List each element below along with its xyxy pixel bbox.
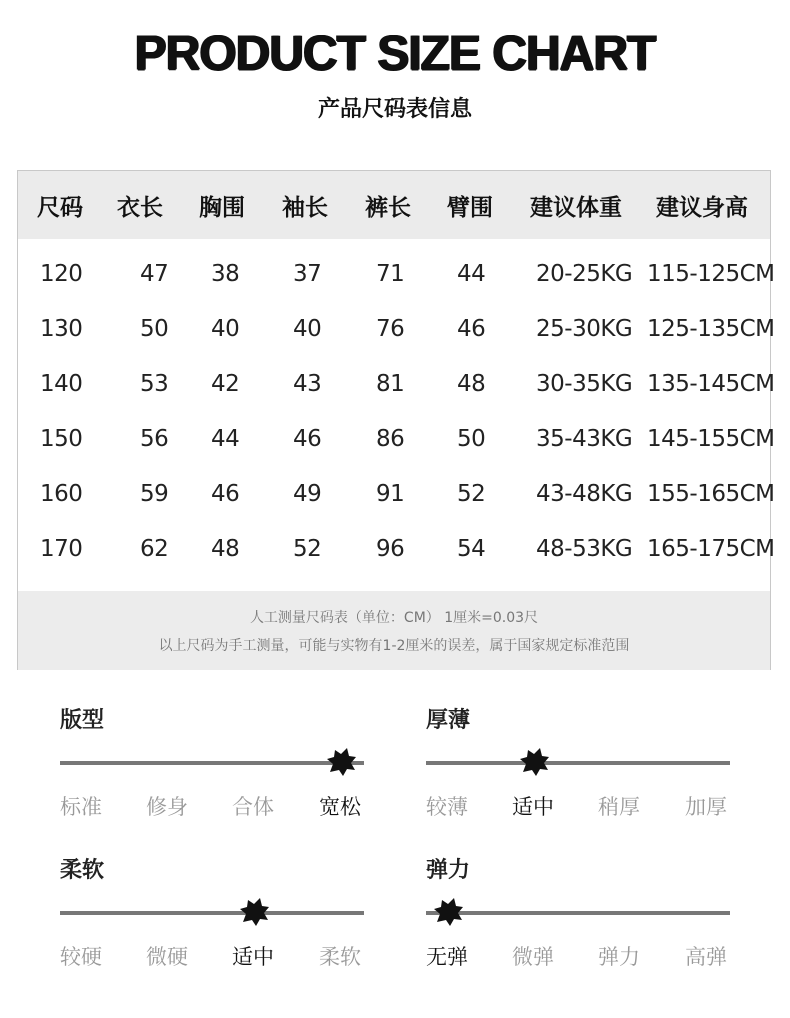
selection-marker-icon bbox=[518, 745, 552, 779]
table-row bbox=[18, 416, 775, 471]
cell-height: 165-175CM bbox=[647, 536, 775, 562]
cell-length: 62 bbox=[140, 536, 169, 562]
page-subtitle: 产品尺码表信息 bbox=[317, 97, 472, 122]
col-header: 袖长 bbox=[282, 195, 328, 221]
attr-option: 较薄 bbox=[426, 795, 468, 819]
attr-elasticity bbox=[426, 853, 736, 983]
attr-title: 厚薄 bbox=[426, 708, 471, 733]
attr-option: 微弹 bbox=[512, 945, 554, 969]
table-row bbox=[18, 526, 775, 581]
cell-arm: 48 bbox=[457, 371, 486, 397]
attr-title: 版型 bbox=[60, 708, 105, 733]
cell-pants: 71 bbox=[376, 261, 405, 287]
cell-size: 170 bbox=[40, 536, 83, 562]
attr-option: 较硬 bbox=[60, 945, 102, 969]
cell-pants: 86 bbox=[376, 426, 405, 452]
cell-weight: 30-35KG bbox=[536, 371, 633, 397]
cell-pants: 96 bbox=[376, 536, 405, 562]
cell-chest: 46 bbox=[211, 481, 240, 507]
cell-arm: 50 bbox=[457, 426, 486, 452]
cell-length: 59 bbox=[140, 481, 169, 507]
cell-chest: 40 bbox=[211, 316, 240, 342]
selection-marker-icon bbox=[325, 745, 359, 779]
attr-option: 加厚 bbox=[685, 795, 727, 819]
attr-option: 无弹 bbox=[426, 945, 468, 969]
cell-sleeve: 40 bbox=[293, 316, 322, 342]
table-row bbox=[18, 471, 775, 526]
col-header: 建议体重 bbox=[530, 195, 622, 221]
cell-chest: 42 bbox=[211, 371, 240, 397]
attr-option: 适中 bbox=[512, 795, 554, 819]
cell-height: 145-155CM bbox=[647, 426, 775, 452]
table-footer bbox=[18, 591, 770, 670]
cell-weight: 48-53KG bbox=[536, 536, 633, 562]
attr-thickness bbox=[426, 703, 736, 833]
cell-pants: 76 bbox=[376, 316, 405, 342]
selection-marker-icon bbox=[432, 895, 466, 929]
attr-option: 高弹 bbox=[685, 945, 727, 969]
cell-arm: 54 bbox=[457, 536, 486, 562]
cell-chest: 48 bbox=[211, 536, 240, 562]
cell-size: 120 bbox=[40, 261, 83, 287]
scale-track bbox=[426, 761, 730, 765]
attr-option: 标准 bbox=[60, 795, 102, 819]
attr-option: 弹力 bbox=[598, 945, 640, 969]
attr-option: 柔软 bbox=[319, 945, 361, 969]
attr-option: 修身 bbox=[146, 795, 188, 819]
table-header bbox=[18, 171, 770, 239]
attr-option: 合体 bbox=[232, 795, 274, 819]
attr-option: 微硬 bbox=[146, 945, 188, 969]
cell-size: 140 bbox=[40, 371, 83, 397]
cell-height: 155-165CM bbox=[647, 481, 775, 507]
col-header: 衣长 bbox=[117, 195, 163, 221]
attr-title: 弹力 bbox=[426, 858, 471, 883]
cell-arm: 46 bbox=[457, 316, 486, 342]
table-body bbox=[18, 239, 775, 591]
table-row bbox=[18, 306, 775, 361]
cell-sleeve: 49 bbox=[293, 481, 322, 507]
cell-arm: 52 bbox=[457, 481, 486, 507]
cell-length: 56 bbox=[140, 426, 169, 452]
cell-height: 135-145CM bbox=[647, 371, 775, 397]
attr-title: 柔软 bbox=[60, 858, 105, 883]
cell-length: 53 bbox=[140, 371, 169, 397]
cell-size: 160 bbox=[40, 481, 83, 507]
scale-track bbox=[60, 761, 364, 765]
cell-size: 130 bbox=[40, 316, 83, 342]
cell-pants: 81 bbox=[376, 371, 405, 397]
cell-sleeve: 52 bbox=[293, 536, 322, 562]
cell-chest: 44 bbox=[211, 426, 240, 452]
table-row bbox=[18, 251, 775, 306]
cell-weight: 35-43KG bbox=[536, 426, 633, 452]
disclaimer-note: 以上尺码为手工测量，可能与实物有1-2厘米的误差，属于国家规定标准范围 bbox=[158, 638, 630, 654]
col-header: 建议身高 bbox=[656, 195, 748, 221]
cell-height: 125-135CM bbox=[647, 316, 775, 342]
cell-sleeve: 46 bbox=[293, 426, 322, 452]
cell-weight: 43-48KG bbox=[536, 481, 633, 507]
cell-length: 47 bbox=[140, 261, 169, 287]
col-header: 尺码 bbox=[37, 195, 83, 221]
cell-length: 50 bbox=[140, 316, 169, 342]
cell-weight: 20-25KG bbox=[536, 261, 633, 287]
page-title: PRODUCT SIZE CHART bbox=[134, 26, 656, 81]
cell-pants: 91 bbox=[376, 481, 405, 507]
table-row bbox=[18, 361, 775, 416]
cell-sleeve: 37 bbox=[293, 261, 322, 287]
cell-chest: 38 bbox=[211, 261, 240, 287]
attr-fit bbox=[60, 703, 370, 833]
attr-option: 适中 bbox=[232, 945, 274, 969]
attr-option: 宽松 bbox=[319, 795, 361, 819]
cell-height: 115-125CM bbox=[647, 261, 775, 287]
attr-option: 稍厚 bbox=[598, 795, 640, 819]
cell-sleeve: 43 bbox=[293, 371, 322, 397]
measurement-note: 人工测量尺码表（单位：CM） 1厘米=0.03尺 bbox=[249, 610, 539, 626]
col-header: 裤长 bbox=[365, 195, 411, 221]
scale-track bbox=[426, 911, 730, 915]
attr-softness bbox=[60, 853, 370, 983]
cell-size: 150 bbox=[40, 426, 83, 452]
selection-marker-icon bbox=[238, 895, 272, 929]
cell-weight: 25-30KG bbox=[536, 316, 633, 342]
cell-arm: 44 bbox=[457, 261, 486, 287]
size-table bbox=[17, 170, 775, 670]
scale-track bbox=[60, 911, 364, 915]
col-header: 胸围 bbox=[199, 195, 245, 221]
col-header: 臂围 bbox=[447, 195, 493, 221]
